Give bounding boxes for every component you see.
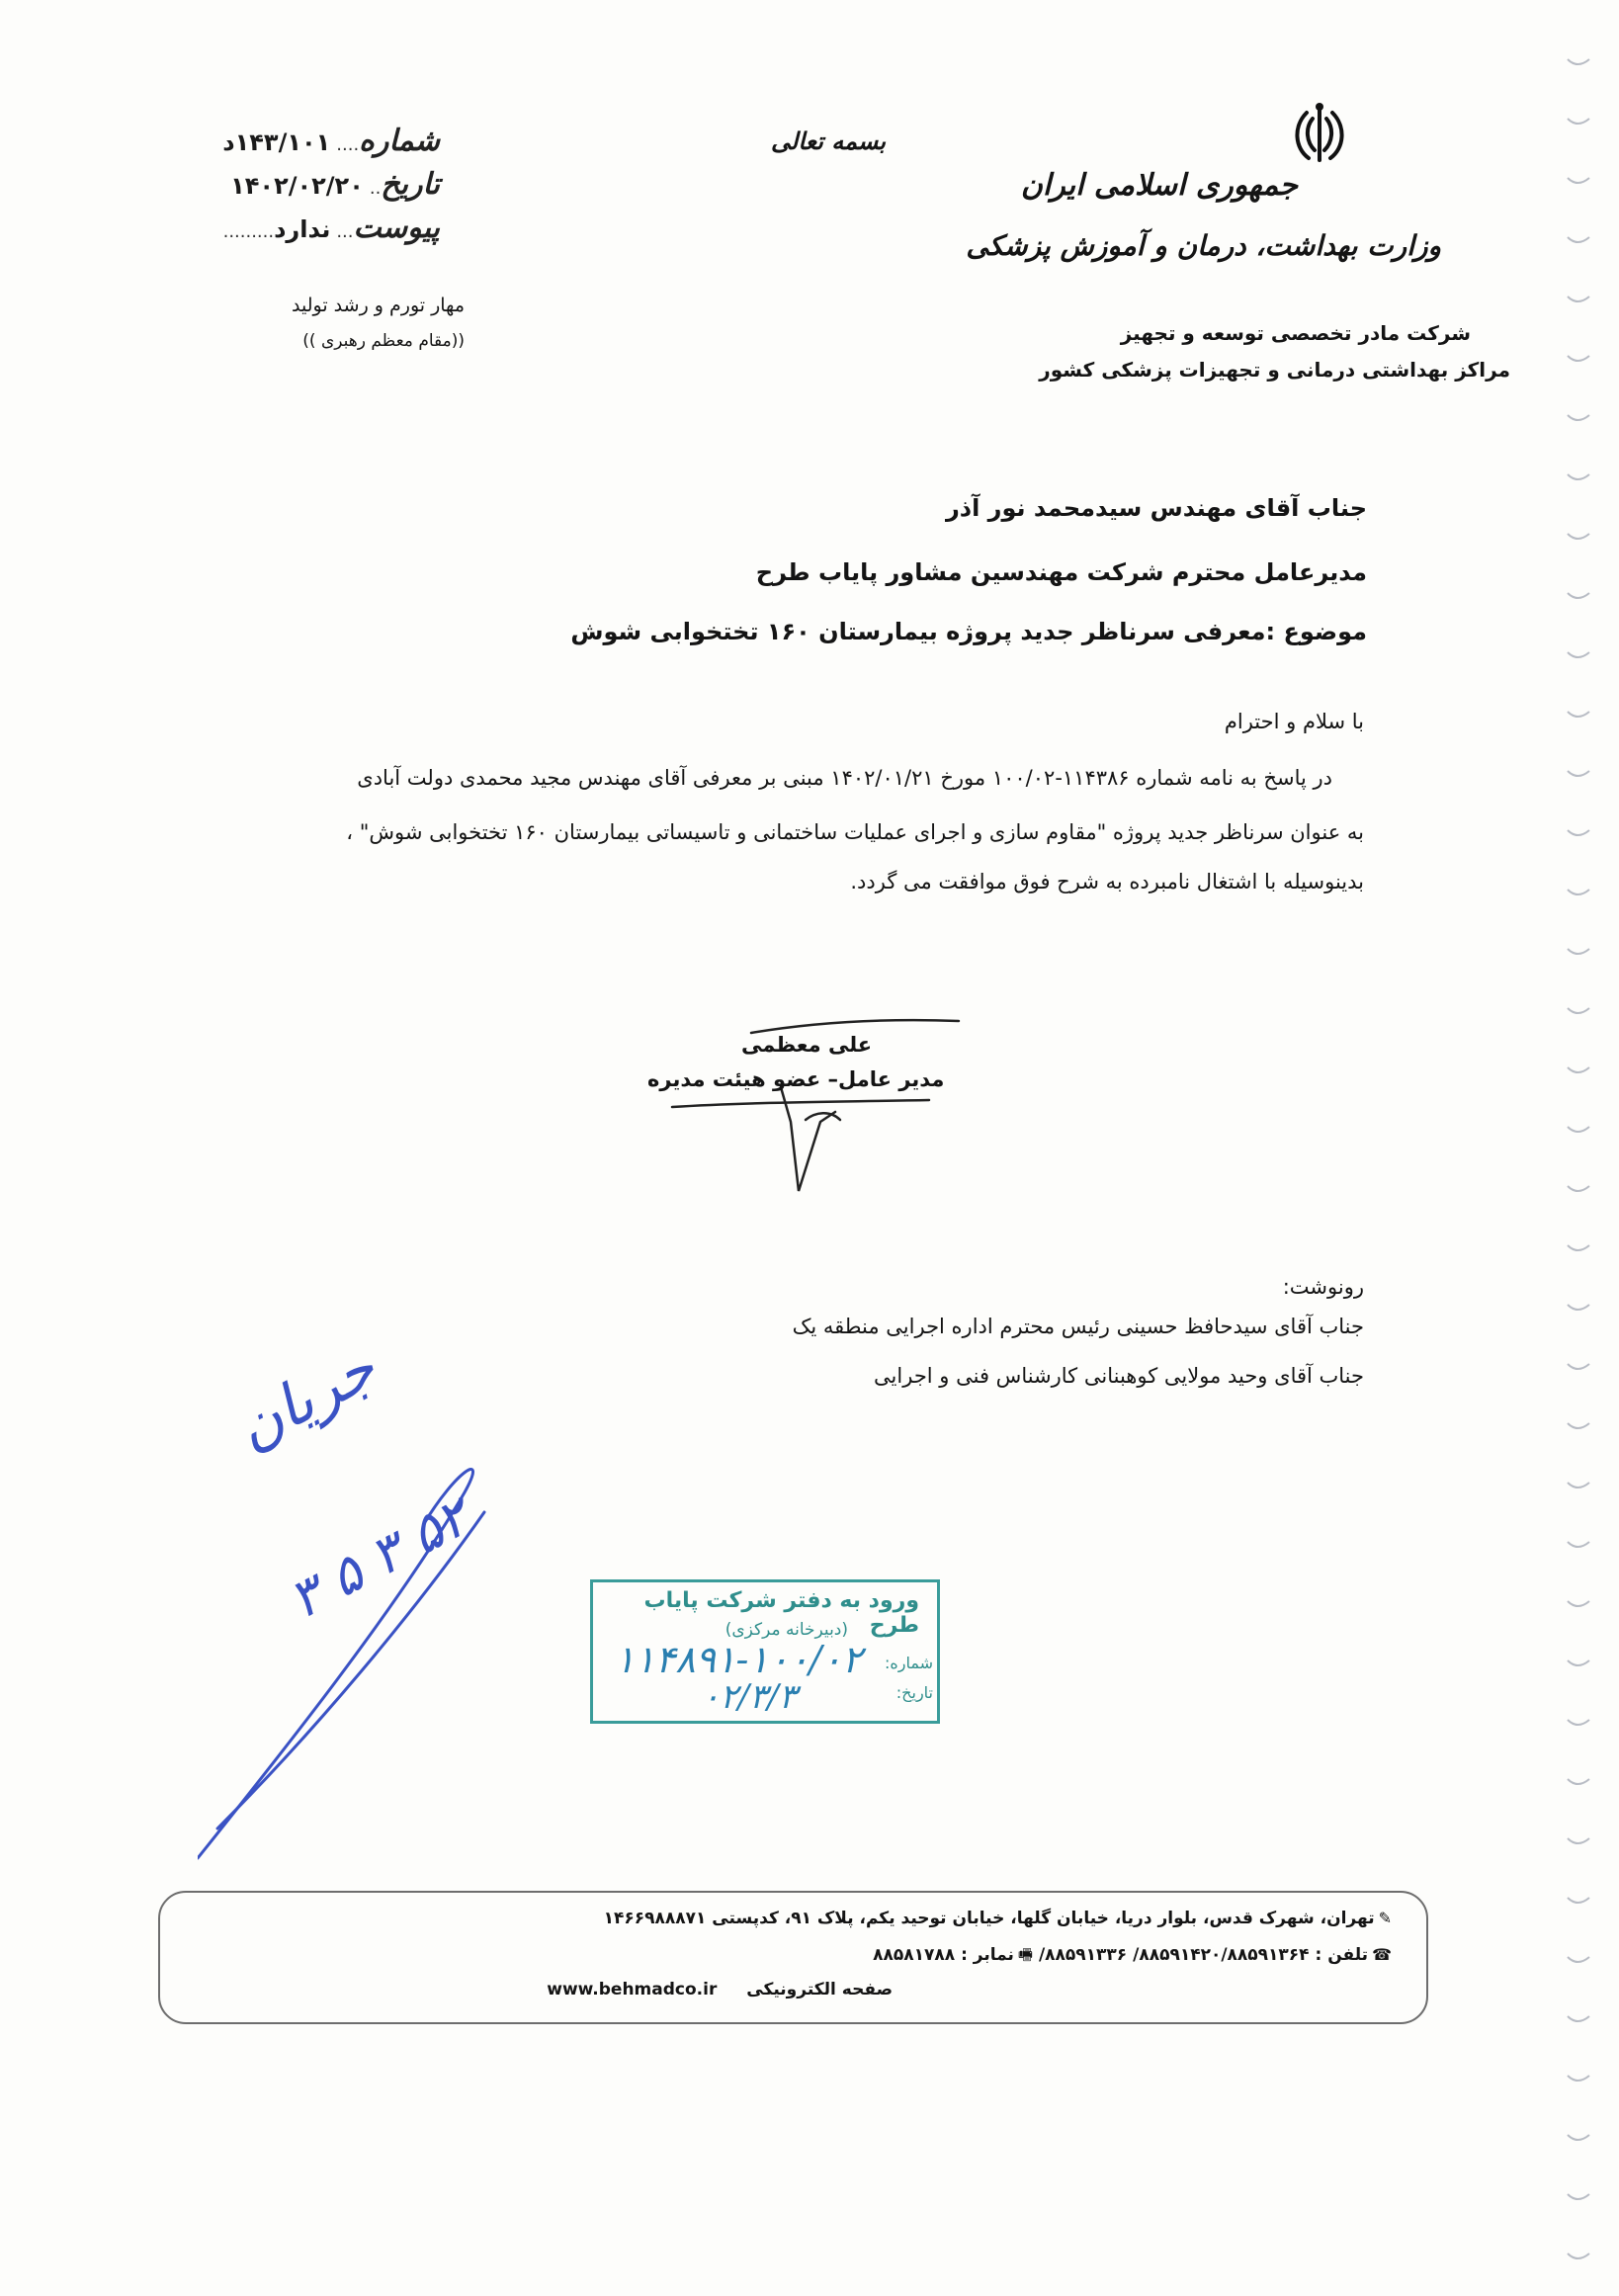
handwritten-note-2: ۳ ۵ ۳ ۵۲ [278,1485,479,1632]
letter-subject: موضوع :معرفی سرناظر جدید پروژه بیمارستان ۱۶۰ تختخوابی شوش [570,618,1367,645]
recipient-title: مدیرعامل محترم شرکت مهندسین مشاور پایاب طرح [755,558,1367,586]
footer-address: تهران، شهرک قدس، بلوار دریا، خیابان گلها، خیابان توحید یکم، پلاک ۹۱، کدپستی ۱۴۶۶۹۸۸۸۷۱ [603,1909,1375,1928]
letter-attachment-row: پیوست...ندارد......... [222,211,440,245]
attachment-value: ندارد [274,215,331,243]
fax-value: ۸۸۵۸۱۷۸۸ [873,1945,956,1965]
stamp-number-value: ۱۱۴۸۹۱-۱۰۰/۰۲ [615,1638,863,1681]
footer-web-row [547,1980,893,1999]
pen-icon: ✎ [1378,1909,1392,1927]
number-label: شماره [359,124,440,158]
bismillah-heading: بسمه تعالی [771,127,887,155]
letter-number-row: شماره....۱۴۳/۱۰۱د [222,124,440,158]
cc-label: رونوشت: [1282,1275,1364,1299]
letter-date-row: تاریخ..۱۴۰۲/۰۲/۲۰ [230,167,440,202]
signatory-name: علی معظمی [741,1033,873,1057]
footer-address-row [604,1909,1392,1928]
company-name-line2: مراکز بهداشتی درمانی و تجهیزات پزشکی کشور [1039,358,1510,382]
phone-label: تلفن : [1315,1945,1369,1965]
footer-contact-row [873,1944,1392,1971]
body-line-2: به عنوان سرناظر جدید پروژه "مقاوم سازی و اجرای عملیات ساختمانی و تاسیساتی بیمارستان ۱۶۰ تختخوابی شوش" ، [346,820,1364,844]
letterhead-footer [158,1891,1428,2024]
attachment-label: پیوست [353,211,440,245]
stamp-date-value: ۰۲/۳/۳ [702,1677,797,1717]
republic-calligraphy: جمهوری اسلامی ایران [1020,168,1298,203]
iran-emblem-icon [1285,99,1354,168]
body-line-3: بدینوسیله با اشتغال نامبرده به شرح فوق موافقت می گردد. [850,870,1364,893]
phone-value: ۸۸۵۹۱۴۲۰/۸۸۵۹۱۳۶۴/ ۸۸۵۹۱۳۳۶/ [1038,1945,1310,1965]
phone-icon: ☎ [1372,1945,1392,1964]
number-value: ۱۴۳/۱۰۱د [222,128,331,156]
stamp-number-label: شماره: [884,1654,933,1672]
cc-recipient-2: جناب آقای وحید مولایی کوهبنانی کارشناس فنی و اجرایی [874,1364,1364,1388]
recipient-name: جناب آقای مهندس سیدمحمد نور آذر [945,494,1367,522]
handwritten-note-1: جریان [224,1333,387,1464]
greeting: با سلام و احترام [1224,710,1364,733]
stamp-date-label: تاریخ: [895,1683,933,1702]
date-label: تاریخ [381,167,440,202]
date-value: ۱۴۰۲/۰۲/۲۰ [230,172,364,200]
fax-label: نمابر : [961,1945,1014,1965]
stamp-title: ورود به دفتر شرکت پایاب طرح [643,1588,919,1638]
web-label: صفحه الکترونیکی [746,1980,893,1999]
stamp-subtitle: (دبیرخانه مرکزی) [724,1620,848,1640]
motto-attribution: ((مقام معظم رهبری )) [302,331,465,351]
fax-icon: 🖷 [1017,1945,1034,1964]
receipt-stamp [590,1579,940,1724]
binder-holes-edge [1540,0,1619,2296]
signatory-title: مدیر عامل– عضو هیئت مدیره [647,1067,945,1091]
motto-text: مهار تورم و رشد تولید [292,295,465,316]
body-line-1: در پاسخ به نامه شماره ۱۱۴۳۸۶-۱۰۰/۰۲ مورخ ۱۴۰۲/۰۱/۲۱ مبنی بر معرفی آقای مهندس مجید محمدی دولت آبادی [357,766,1332,790]
cc-recipient-1: جناب آقای سیدحافظ حسینی رئیس محترم اداره اجرایی منطقه یک [792,1315,1364,1338]
company-name-line1: شرکت مادر تخصصی توسعه و تجهیز [1120,321,1471,345]
ministry-calligraphy: وزارت بهداشت، درمان و آموزش پزشکی [966,229,1441,262]
web-value: www.behmadco.ir [547,1980,718,1999]
